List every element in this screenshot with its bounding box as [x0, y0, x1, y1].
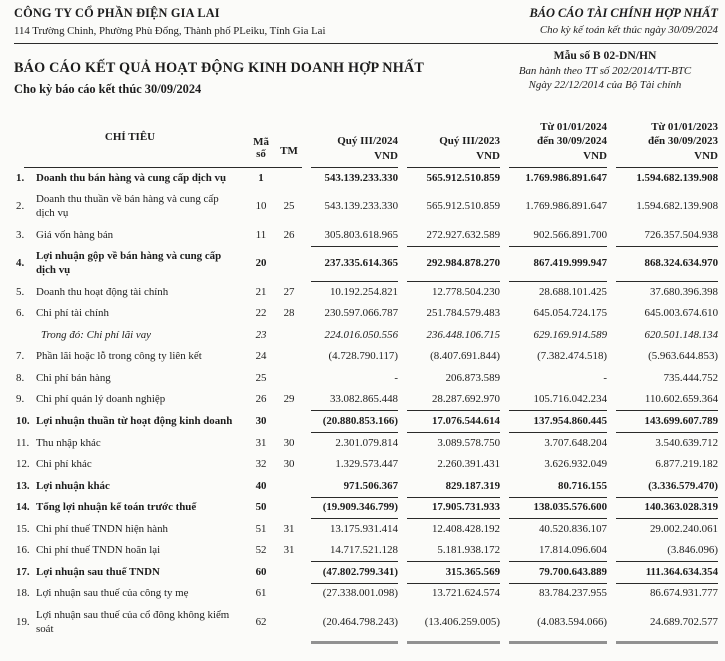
value-ytd-2023: 3.540.639.712: [655, 436, 719, 449]
value-q3-2024: 305.803.618.965: [302, 225, 398, 247]
table-row: [14, 325, 718, 347]
value-q3-2024: 224.016.050.556: [324, 328, 399, 341]
row-tm: [276, 325, 302, 347]
row-ma-so: 60: [255, 565, 267, 578]
row-number: 4.: [16, 257, 25, 270]
value-q3-2023: 17.905.731.933: [398, 498, 500, 520]
value-ytd-2024: (7.382.474.518): [537, 350, 608, 363]
row-ma-so: 10: [255, 200, 267, 213]
value-q3-2024: (4.728.790.117): [328, 350, 399, 363]
value-ytd-2024: 902.566.891.700: [500, 225, 607, 247]
company-block: [14, 6, 325, 37]
value-q3-2023: 5.181.938.172: [398, 541, 500, 563]
row-label: Chi phí tài chính: [36, 307, 109, 320]
value-q3-2024: 543.139.233.330: [324, 200, 399, 213]
report-subtitle: Cho kỳ báo cáo kết thúc 30/09/2024: [14, 82, 202, 96]
ytd-2023-line2: đến 30/09/2023: [648, 135, 719, 148]
row-number: [14, 325, 36, 347]
row-label: Doanh thu bán hàng và cung cấp dịch vụ: [36, 171, 227, 184]
table-row: [14, 498, 718, 520]
row-ma-so: 52: [255, 544, 267, 557]
row-label: Giá vốn hàng bán: [36, 228, 114, 241]
value-ytd-2024: 105.716.042.234: [500, 390, 607, 412]
row-label: Trong đó: Chi phí lãi vay: [41, 328, 152, 341]
value-ytd-2024: 867.419.999.947: [500, 247, 607, 283]
report-type: BÁO CÁO TÀI CHÍNH HỢP NHẤT: [529, 6, 718, 20]
table-row: [14, 282, 718, 304]
header-divider: [14, 43, 718, 44]
row-label: Lợi nhuận sau thuế của cổ đông không kiểm soát: [36, 608, 230, 635]
value-ytd-2023: 110.602.659.364: [607, 390, 718, 412]
value-q3-2024: 543.139.233.330: [324, 171, 399, 184]
value-q3-2024: -: [394, 371, 399, 384]
value-q3-2023: (8.407.691.844): [430, 350, 501, 363]
value-q3-2024: 2.301.079.814: [335, 436, 399, 449]
value-q3-2024: (20.464.798.243): [302, 605, 398, 644]
table-row: [14, 347, 718, 369]
row-ma-so: 31: [255, 436, 267, 449]
table-row: [14, 433, 718, 455]
form-circular: Ban hành theo TT số 202/2014/TT-BTC: [518, 64, 692, 77]
value-ytd-2023: 140.363.028.319: [607, 498, 718, 520]
row-tm: [276, 562, 302, 584]
value-ytd-2023: 29.002.240.061: [649, 522, 719, 535]
row-number: 13.: [16, 479, 30, 492]
row-label: Lợi nhuận sau thuế TNDN: [36, 565, 160, 578]
row-number: 2.: [16, 200, 25, 213]
value-ytd-2024: 3.626.932.049: [544, 458, 608, 471]
row-number: 6.: [16, 307, 25, 320]
ytd-2023-line1: Từ 01/01/2023: [651, 121, 719, 134]
column-header-ma-so: [246, 110, 276, 168]
value-ytd-2024: 83.784.237.955: [538, 587, 608, 600]
value-ytd-2024: 645.054.724.175: [533, 307, 608, 320]
column-header-ytd-2023: [607, 110, 718, 168]
row-tm: [276, 411, 302, 433]
page-header: [14, 6, 718, 37]
row-number: 15.: [16, 522, 30, 535]
row-label: Chi phí thuế TNDN hiện hành: [36, 522, 168, 535]
value-ytd-2023: 1.594.682.139.908: [636, 200, 719, 213]
income-statement-table: [14, 110, 718, 644]
table-row: [14, 454, 718, 476]
value-ytd-2023: 143.699.607.789: [607, 411, 718, 433]
row-ma-so: 30: [255, 414, 267, 427]
row-label: Lợi nhuận gộp về bán hàng và cung cấp dịch vụ: [36, 250, 222, 277]
column-header-tm: TM: [276, 110, 302, 168]
value-q3-2023: 2.260.391.431: [437, 458, 501, 471]
row-label: Chi phí quản lý doanh nghiệp: [36, 393, 166, 406]
value-q3-2024: 971.506.367: [302, 476, 398, 498]
value-q3-2023: 315.365.569: [398, 562, 500, 584]
table-row: [14, 368, 718, 390]
row-label: Phần lãi hoặc lỗ trong công ty liên kết: [36, 350, 202, 363]
table-row: [14, 304, 718, 326]
table-header: [14, 110, 718, 168]
row-tm: [276, 347, 302, 369]
row-number: 10.: [16, 414, 30, 427]
row-number: 5.: [16, 285, 25, 298]
value-ytd-2023: (3.336.579.470): [607, 476, 718, 498]
row-ma-so: 24: [255, 350, 267, 363]
value-q3-2023: 292.984.878.270: [398, 247, 500, 283]
value-ytd-2023: 37.680.396.398: [649, 285, 719, 298]
value-q3-2023: 565.912.510.859: [426, 200, 501, 213]
table-row: [14, 541, 718, 563]
value-ytd-2024: 629.169.914.589: [533, 328, 608, 341]
row-label: Lợi nhuận sau thuế của công ty mẹ: [36, 587, 189, 600]
row-label: Chi phí khác: [36, 458, 92, 471]
table-row: [14, 562, 718, 584]
value-q3-2023: 17.076.544.614: [398, 411, 500, 433]
value-q3-2024: 230.597.066.787: [324, 307, 399, 320]
value-ytd-2023: 868.324.634.970: [607, 247, 718, 283]
value-ytd-2024: 17.814.096.604: [500, 541, 607, 563]
row-label: Lợi nhuận khác: [36, 479, 110, 492]
ytd-2024-line2: đến 30/09/2024: [537, 135, 608, 148]
ytd-2024-line3: VND: [583, 149, 608, 162]
row-ma-so: 32: [255, 458, 267, 471]
table-row: [14, 519, 718, 541]
table-row: [14, 584, 718, 606]
row-ma-so: 22: [255, 307, 267, 320]
value-q3-2023: 12.408.428.192: [431, 522, 501, 535]
row-ma-so: 50: [255, 501, 267, 514]
table-row: [14, 390, 718, 412]
value-ytd-2023: 620.501.148.134: [644, 328, 719, 341]
column-header-ytd-2024: [500, 110, 607, 168]
row-number: 19.: [16, 615, 30, 628]
row-ma-so: 23: [255, 328, 267, 341]
value-ytd-2023: 735.444.752: [663, 371, 719, 384]
report-period: Cho kỳ kế toán kết thúc ngày 30/09/2024: [539, 24, 718, 36]
value-ytd-2024: 1.769.986.891.647: [525, 171, 608, 184]
row-number: 14.: [16, 501, 30, 514]
value-ytd-2024: 137.954.860.445: [500, 411, 607, 433]
row-number: 9.: [16, 393, 25, 406]
company-name: CÔNG TY CỔ PHẦN ĐIỆN GIA LAI: [14, 6, 220, 20]
value-q3-2023: 13.721.624.574: [431, 587, 501, 600]
row-number: 18.: [16, 587, 30, 600]
row-tm: 30: [283, 458, 295, 471]
value-q3-2024: (47.802.799.341): [302, 562, 398, 584]
report-type-block: [529, 6, 718, 36]
value-ytd-2023: 726.357.504.938: [607, 225, 718, 247]
value-ytd-2024: 40.520.836.107: [538, 522, 608, 535]
value-ytd-2024: 1.769.986.891.647: [525, 200, 608, 213]
row-tm: [276, 168, 302, 190]
q3-2023-line1: Quý III/2023: [439, 135, 501, 148]
value-ytd-2023: 645.003.674.610: [644, 307, 719, 320]
value-q3-2023: 272.927.632.589: [398, 225, 500, 247]
row-label: Lợi nhuận thuần từ hoạt động kinh doanh: [36, 414, 233, 427]
row-label: Thu nhập khác: [36, 436, 101, 449]
row-ma-so: 40: [255, 479, 267, 492]
value-ytd-2023: 6.877.219.182: [655, 458, 719, 471]
ma-so-line1: Mã: [253, 135, 269, 148]
row-label: Chi phí thuế TNDN hoãn lại: [36, 544, 161, 557]
form-date: Ngày 22/12/2014 của Bộ Tài chính: [528, 79, 682, 91]
table-row: [14, 225, 718, 247]
row-tm: 31: [283, 544, 295, 557]
value-q3-2023: (13.406.259.005): [398, 605, 500, 644]
q3-2024-line2: VND: [374, 149, 399, 162]
report-title: BÁO CÁO KẾT QUẢ HOẠT ĐỘNG KINH DOANH HỢP NHẤT: [14, 60, 425, 76]
row-tm: [276, 247, 302, 283]
row-ma-so: 20: [255, 257, 267, 270]
value-ytd-2023: 1.594.682.139.908: [636, 171, 719, 184]
column-header-q3-2023: [398, 110, 500, 168]
value-ytd-2024: (4.083.594.066): [500, 605, 607, 644]
row-label: Doanh thu hoạt động tài chính: [36, 285, 169, 298]
row-number: 7.: [16, 350, 25, 363]
row-ma-so: 21: [255, 285, 267, 298]
value-q3-2024: 13.175.931.414: [329, 522, 399, 535]
value-q3-2024: 1.329.573.447: [335, 458, 399, 471]
row-number: 17.: [16, 565, 30, 578]
row-number: 3.: [16, 228, 25, 241]
value-q3-2023: 829.187.319: [398, 476, 500, 498]
row-ma-so: 1: [258, 171, 264, 184]
value-q3-2024: 10.192.254.821: [329, 285, 399, 298]
q3-2024-line1: Quý III/2024: [337, 135, 399, 148]
value-ytd-2024: 79.700.643.889: [500, 562, 607, 584]
value-ytd-2023: 86.674.931.777: [649, 587, 719, 600]
value-q3-2023: 12.778.504.230: [431, 285, 501, 298]
value-ytd-2024: 28.688.101.425: [538, 285, 608, 298]
value-q3-2024: 33.082.865.448: [302, 390, 398, 412]
row-number: 1.: [16, 171, 25, 184]
column-header-chi-tieu: CHỈ TIÊU: [14, 110, 246, 168]
value-ytd-2023: 24.689.702.577: [607, 605, 718, 644]
value-q3-2024: 237.335.614.365: [302, 247, 398, 283]
row-number: 8.: [16, 371, 25, 384]
row-ma-so: 62: [255, 615, 267, 628]
value-q3-2024: (20.880.853.166): [302, 411, 398, 433]
value-q3-2023: 251.784.579.483: [426, 307, 501, 320]
table-row: [14, 168, 718, 190]
row-ma-so: 26: [255, 393, 267, 406]
column-header-q3-2024: [302, 110, 398, 168]
value-ytd-2023: (3.846.096): [607, 541, 718, 563]
row-number: 11.: [16, 436, 30, 449]
row-tm: 29: [283, 393, 295, 406]
table-row: [14, 605, 718, 644]
form-info-block: [492, 47, 718, 97]
value-q3-2023: 3.089.578.750: [437, 436, 501, 449]
row-ma-so: 25: [255, 371, 267, 384]
value-q3-2024: 14.717.521.128: [302, 541, 398, 563]
row-label: Chi phí bán hàng: [36, 371, 111, 384]
value-ytd-2024: -: [603, 371, 608, 384]
value-q3-2023: 28.287.692.970: [398, 390, 500, 412]
row-tm: 31: [283, 522, 295, 535]
table-row: [14, 476, 718, 498]
row-number: 16.: [16, 544, 30, 557]
value-ytd-2023: (5.963.644.853): [648, 350, 719, 363]
company-address: 114 Trường Chinh, Phường Phù Đổng, Thành phố PLeiku, Tỉnh Gia Lai: [14, 25, 326, 37]
report-title-block: [14, 47, 492, 97]
row-tm: 25: [283, 200, 295, 213]
row-tm: 28: [283, 307, 295, 320]
q3-2023-line2: VND: [476, 149, 501, 162]
ytd-2024-line1: Từ 01/01/2024: [540, 121, 608, 134]
row-tm: [276, 368, 302, 390]
row-ma-so: 11: [255, 228, 267, 241]
row-tm: [276, 498, 302, 520]
row-label: Tổng lợi nhuận kế toán trước thuế: [36, 501, 197, 514]
ytd-2023-line3: VND: [694, 149, 719, 162]
value-q3-2023: 206.873.589: [445, 371, 501, 384]
row-ma-so: 51: [255, 522, 267, 535]
row-ma-so: 61: [255, 587, 267, 600]
value-ytd-2023: 111.364.634.354: [607, 562, 718, 584]
row-number: 12.: [16, 458, 30, 471]
table-body: [14, 168, 718, 644]
row-tm: [276, 584, 302, 606]
value-ytd-2024: 3.707.648.204: [544, 436, 608, 449]
ma-so-line2: số: [256, 148, 266, 161]
value-q3-2023: 565.912.510.859: [426, 171, 501, 184]
table-row: [14, 411, 718, 433]
row-tm: 26: [283, 228, 295, 241]
value-q3-2023: 236.448.106.715: [426, 328, 501, 341]
title-block: [14, 47, 718, 97]
row-tm: [276, 605, 302, 644]
value-q3-2024: (19.909.346.799): [302, 498, 398, 520]
form-number: Mẫu số B 02-DN/HN: [553, 49, 657, 62]
row-tm: [276, 476, 302, 498]
table-row: [14, 247, 718, 283]
row-tm: 27: [283, 285, 295, 298]
table-row: [14, 190, 718, 226]
value-ytd-2024: 80.716.155: [500, 476, 607, 498]
value-q3-2024: (27.338.001.098): [322, 587, 399, 600]
value-ytd-2024: 138.035.576.600: [500, 498, 607, 520]
row-tm: 30: [283, 436, 295, 449]
row-label: Doanh thu thuần về bán hàng và cung cấp dịch vụ: [36, 193, 219, 220]
